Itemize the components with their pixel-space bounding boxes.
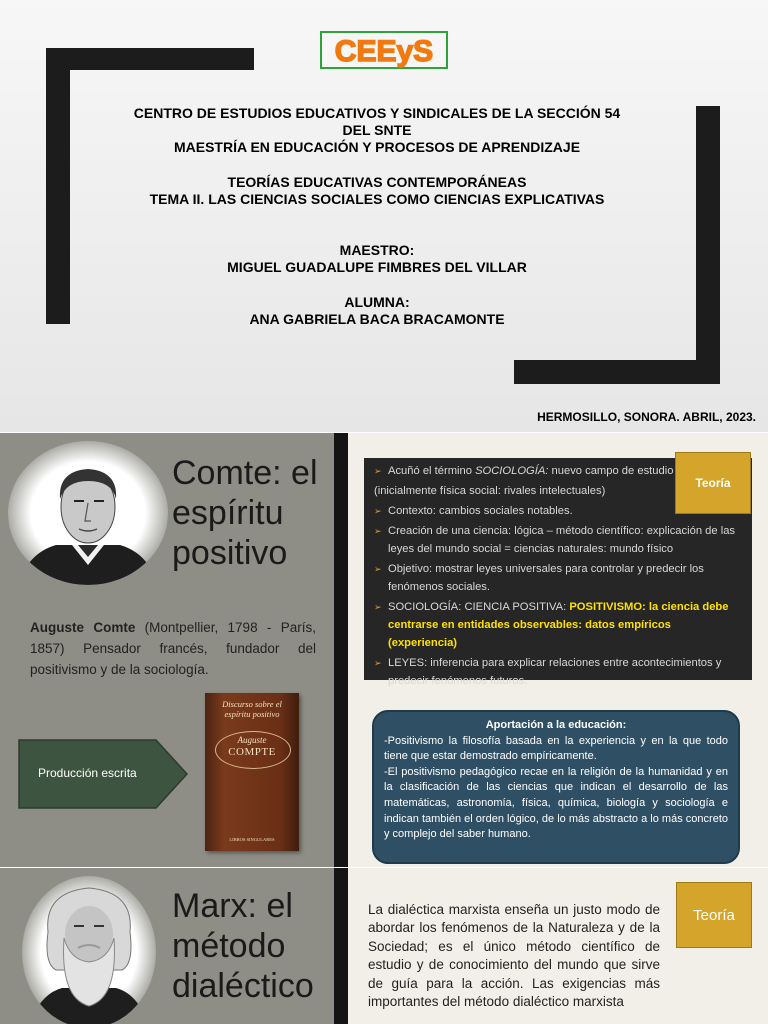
bullet-arrow-icon: ➢ [374, 506, 382, 516]
education-contribution-box [372, 710, 740, 864]
comte-slide [0, 433, 768, 867]
student-name: ANA GABRIELA BACA BRACAMONTE [249, 311, 505, 327]
book-publisher: LIBROS SINGULARES [229, 837, 275, 842]
teoria-badge: Teoría [676, 882, 752, 948]
title-slide [0, 0, 768, 432]
institution-line-2: DEL SNTE [342, 122, 412, 138]
bio-name: Auguste Comte [30, 620, 136, 635]
marx-slide [0, 868, 768, 1024]
logo-text: CEEyS [334, 35, 434, 68]
bullet-item: ➢ Contexto: cambios sociales notables. [374, 502, 742, 520]
comte-title: Comte: el espíritu positivo [172, 454, 318, 572]
comte-bio [30, 617, 316, 680]
teacher-name: MIGUEL GUADALUPE FIMBRES DEL VILLAR [227, 259, 527, 275]
program-name: MAESTRÍA EN EDUCACIÓN Y PROCESOS DE APRENDIZAJE [173, 139, 581, 155]
frame-top-left-horizontal [46, 48, 254, 70]
marx-text: La dialéctica marxista enseña un justo modo de abordar los fenómenos de la Naturaleza y de la Sociedad; es el único método científico de estudio y de conocimiento del mundo que sirve de guía para la acción. Las exigencias más importantes del método dialéctico marxista [368, 902, 660, 1010]
topic-name: TEMA II. LAS CIENCIAS SOCIALES COMO CIENCIAS EXPLICATIVAS [149, 191, 605, 207]
book-cover [205, 693, 299, 851]
student-label: ALUMNA: [344, 294, 410, 310]
teacher-label: MAESTRO: [339, 242, 415, 258]
course-name: TEORÍAS EDUCATIVAS CONTEMPORÁNEAS [227, 174, 527, 190]
contribution-paragraph-1: -Positivismo la filosofía basada en la experiencia y en la que todo tiene que estar demostrado empíricamente. [384, 734, 728, 763]
bullet-item: ➢ LEYES: inferencia para explicar relaciones entre acontecimientos y predecir fenómenos futuros. [374, 654, 742, 690]
bullet-arrow-icon: ➢ [374, 466, 382, 476]
bullet-item: ➢ Objetivo: mostrar leyes universales para controlar y predecir los fenómenos sociales. [374, 560, 742, 596]
marx-title: Marx: el método dialéctico [172, 887, 314, 1005]
divider-bar [334, 868, 348, 1024]
bullet-arrow-icon: ➢ [374, 564, 382, 574]
ceeys-logo [320, 30, 450, 70]
bullet-item: ➢ SOCIOLOGÍA: CIENCIA POSITIVA: POSITIVISMO: la ciencia debe centrarse en entidades observables: datos empíricos (experiencia) [374, 598, 742, 652]
book-author-last: COMPTE [228, 746, 276, 758]
place-date: HERMOSILLO, SONORA. ABRIL, 2023. [537, 410, 756, 424]
production-label: Producción escrita [38, 766, 137, 780]
bullet-continuation: (inicialmente física social: rivales intelectuales) [374, 485, 606, 497]
bullet-arrow-icon: ➢ [374, 602, 382, 612]
contribution-heading: Aportación a la educación: [485, 719, 627, 731]
bullet-item: ➢ Acuñó el término SOCIOLOGÍA: nuevo campo de estudio [374, 462, 742, 480]
divider-bar [334, 433, 348, 867]
bullet-item: ➢ Creación de una ciencia: lógica – método científico: explicación de las leyes del mundo social = ciencias naturales: mundo físico [374, 522, 742, 558]
comte-portrait [8, 441, 168, 585]
frame-bottom-right-horizontal [514, 360, 720, 384]
bullet-arrow-icon: ➢ [374, 658, 382, 668]
book-author-first: Auguste [237, 735, 267, 745]
institution-line-1: CENTRO DE ESTUDIOS EDUCATIVOS Y SINDICALES DE LA SECCIÓN 54 [133, 105, 621, 121]
bio-text: (Montpellier, 1798 - París, 1857) Pensador francés, fundador del positivismo y de la sociología. [30, 620, 316, 677]
book-title: Discurso sobre el espíritu positivo [222, 699, 282, 719]
teoria-badge: Teoría [675, 452, 751, 514]
contribution-paragraph-2: -El positivismo pedagógico recae en la religión de la humanidad y en la clasificación de las ciencias que indican el desarrollo de las matemáticas, astronomía, física, química, biología y sociología e indican también el orden lógico, de lo más abstracto a lo más concreto y complejo del saber humano. [384, 765, 728, 841]
marx-portrait [22, 874, 156, 1024]
bullet-arrow-icon: ➢ [374, 526, 382, 536]
